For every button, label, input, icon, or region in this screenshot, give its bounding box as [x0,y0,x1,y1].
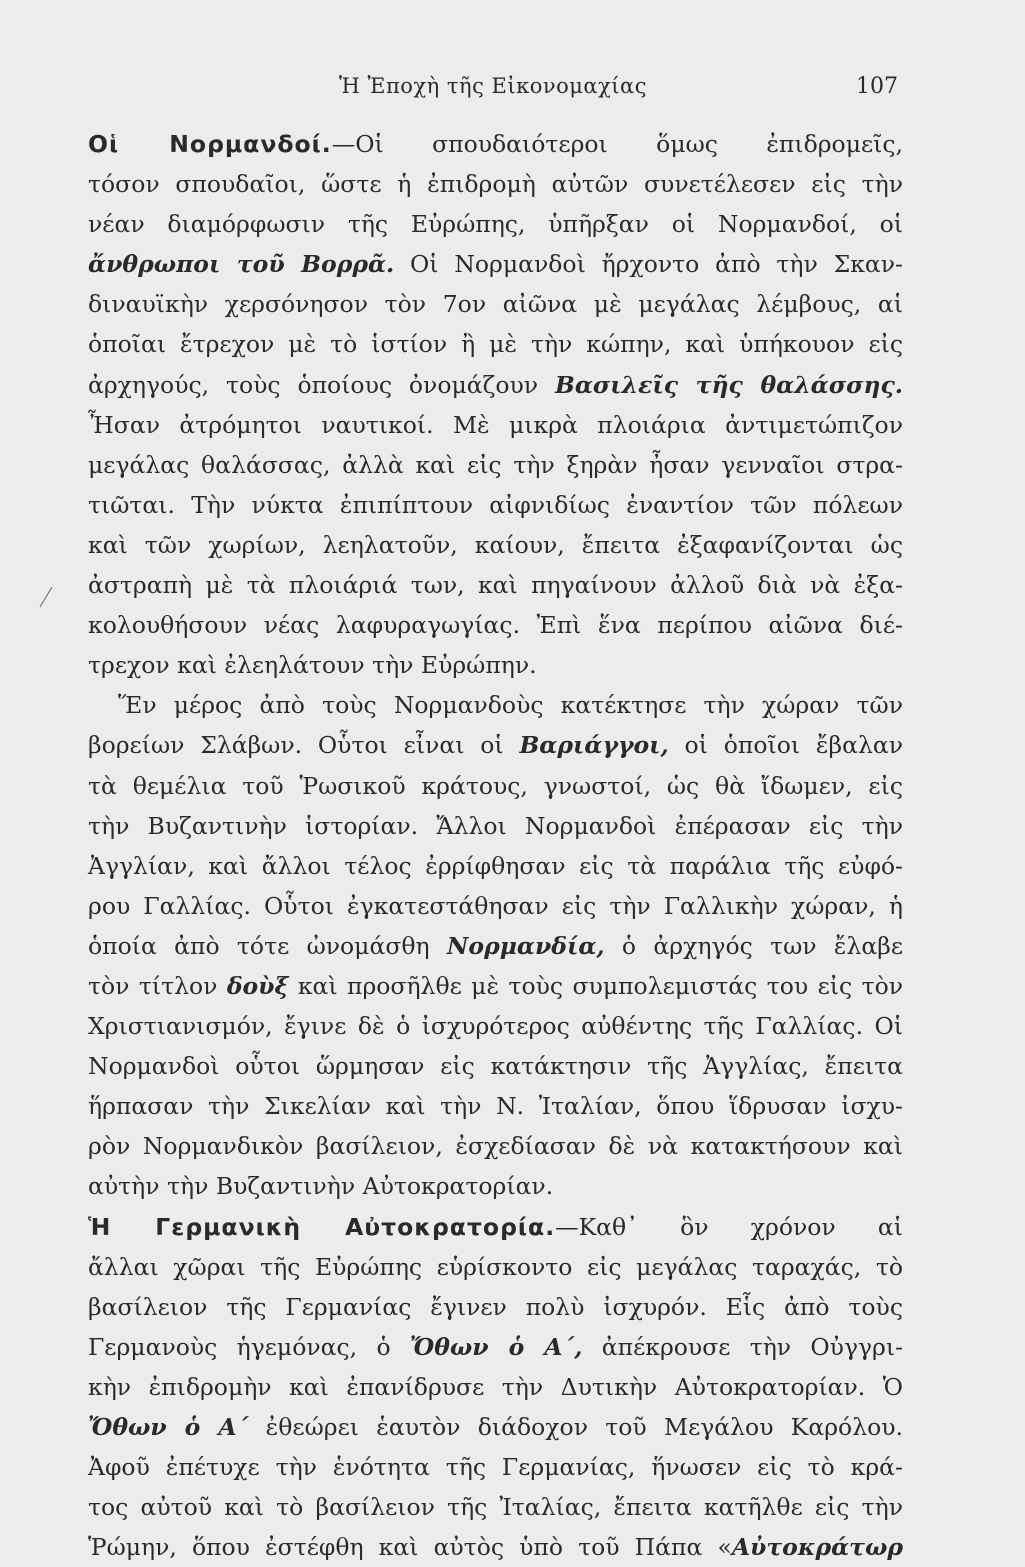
text-line: μεγάλας θαλάσσας, ἀλλὰ καὶ εἰς τὴν ξηρὰν ἦσαν γενναῖοι στρα- [88,450,903,479]
text-line: Ἕν μέρος ἀπὸ τοὺς Νορμανδοὺς κατέκτησε τὴν χώραν τῶν [118,691,903,720]
text-line: ὁποῖαι ἔτρεχον μὲ τὸ ἱστίον ἢ μὲ τὴν κώπην, καὶ ὑπήκουον εἰς [88,330,903,359]
text-line: ρου Γαλλίας. Οὗτοι ἐγκατεστάθησαν εἰς τὴν Γαλλικὴν χώραν, ἡ [88,891,903,920]
page-number: 107 [856,74,898,99]
text-line: ἥρπασαν τὴν Σικελίαν καὶ τὴν Ν. Ἰταλίαν, ὅπου ἵδρυσαν ἰσχυ- [88,1092,903,1121]
text-line [88,966,903,1006]
text-line [88,725,903,765]
text-line: καὶ τῶν χωρίων, λεηλατοῦν, καίουν, ἔπειτα ἐξαφανίζονται ὡς [88,530,903,559]
text-segment: ὁ ἀρχηγός των ἔλαβε [604,931,903,960]
emphasized-term: Νορμανδία, [446,931,605,960]
emphasized-term: Βαριάγγοι, [519,731,669,760]
emphasized-term: ἄνθρωποι τοῦ Βορρᾶ. [88,250,395,279]
text-line: κολουθήσουν νέας λαφυραγωγίας. Ἐπὶ ἕνα περίπου αἰῶνα διέ- [88,611,903,640]
emphasized-term: Ὄθων ὁ Α΄, [409,1332,583,1361]
page-header [88,70,898,106]
text-line [88,244,903,284]
text-segment: Ῥώμην, ὅπου ἐστέφθη καὶ αὐτὸς ὑπὸ τοῦ Πάπα « [88,1533,732,1562]
section-heading: Οἱ Νορμανδοί. [88,130,332,158]
text-line [88,124,903,164]
text-line: τιῶται. Τὴν νύκτα ἐπιπίπτουν αἰφνιδίως ἐναντίον τῶν πόλεων [88,490,903,519]
text-segment: ἀρχηγούς, τοὺς ὁποίους ὀνομάζουν [88,370,555,399]
emphasized-term: Βασιλεῖς τῆς θαλάσσης. [554,370,903,399]
text-line: τος αὐτοῦ καὶ τὸ βασίλειον τῆς Ἰταλίας, ἔπειτα κατῆλθε εἰς τὴν [88,1493,903,1522]
text-segment: —Οἱ σπουδαιότεροι ὅμως ἐπιδρομεῖς, [331,130,903,158]
text-line: τὰ θεμέλια τοῦ Ῥωσικοῦ κράτους, γνωστοί, ὡς θὰ ἴδωμεν, εἰς [88,771,903,800]
text-line: βασίλειον τῆς Γερμανίας ἔγινεν πολὺ ἰσχυρόν. Εἷς ἀπὸ τοὺς [88,1292,903,1321]
text-line: τρεχον καὶ ἐλεηλάτουν τὴν Εὐρώπην. [88,651,537,680]
text-segment: ἀπέκρουσε τὴν Οὐγγρι- [582,1332,904,1361]
text-line [88,1527,903,1567]
text-line [88,1327,903,1367]
text-line: τόσον σπουδαῖοι, ὥστε ἡ ἐπιδρομὴ αὐτῶν συνετέλεσεν εἰς τὴν [88,170,903,199]
text-line: κὴν ἐπιδρομὴν καὶ ἐπανίδρυσε τὴν Δυτικὴν Αὐτοκρατορίαν. Ὁ [88,1372,903,1401]
text-line: διναυϊκὴν χερσόνησον τὸν 7ον αἰῶνα μὲ μεγάλας λέμβους, αἱ [88,290,903,319]
text-line: αὐτὴν τὴν Βυζαντινὴν Αὐτοκρατορίαν. [88,1172,554,1201]
emphasized-term: Αὐτοκράτωρ [731,1533,903,1562]
text-line: Ἀφοῦ ἐπέτυχε τὴν ἑνότητα τῆς Γερμανίας, ἥνωσεν εἰς τὸ κρά- [88,1453,903,1482]
text-line [88,365,903,405]
text-line: Νορμανδοὶ οὗτοι ὥρμησαν εἰς κατάκτησιν τῆς Ἀγγλίας, ἔπειτα [88,1052,903,1081]
text-segment: Οἱ Νορμανδοὶ ἤρχοντο ἀπὸ τὴν Σκαν- [394,250,903,279]
text-segment: καὶ προσῆλθε μὲ τοὺς συμπολεμιστάς του εἰς τὸν [288,971,904,1000]
text-segment: τὸν τίτλον [88,971,227,1000]
text-line: Χριστιανισμόν, ἔγινε δὲ ὁ ἰσχυρότερος αὐθέντης τῆς Γαλλίας. Οἱ [88,1012,903,1041]
text-line: νέαν διαμόρφωσιν τῆς Εὐρώπης, ὑπῆρξαν οἱ Νορμανδοί, οἱ [88,210,903,239]
text-segment: οἱ ὁποῖοι ἔβαλαν [668,731,903,760]
text-line: ἄλλαι χῶραι τῆς Εὐρώπης εὑρίσκοντο εἰς μεγάλας ταραχάς, τὸ [88,1252,903,1281]
text-line: ἀστραπὴ μὲ τὰ πλοιάριά των, καὶ πηγαίνουν ἀλλοῦ διὰ νὰ ἐξα- [88,571,903,600]
text-segment: ὁποία ἀπὸ τότε ὠνομάσθη [88,931,447,960]
text-line [88,1207,903,1247]
running-title: Ἡ Ἐποχὴ τῆς Εἰκονομαχίας [339,74,647,98]
section-heading: Ἡ Γερμανικὴ Αὐτοκρατορία. [88,1212,556,1241]
text-segment: Γερμανοὺς ἡγεμόνας, ὁ [88,1332,410,1361]
text-line [88,926,903,966]
text-line: Ἦσαν ἀτρόμητοι ναυτικοί. Μὲ μικρὰ πλοιάρια ἀντιμετώπιζον [88,410,903,439]
emphasized-term: Ὄθων ὁ Α΄ [88,1413,249,1441]
text-line: ρὸν Νορμανδικὸν βασίλειον, ἐσχεδίασαν δὲ νὰ κατακτήσουν καὶ [88,1132,903,1161]
text-line [88,1407,903,1447]
text-line: Ἀγγλίαν, καὶ ἄλλοι τέλος ἐρρίφθησαν εἰς τὰ παράλια τῆς εὐφό- [88,851,903,880]
pencil-mark [38,585,54,609]
body-text [88,124,903,1567]
text-segment: —Καθ᾽ ὃν χρόνον αἱ [555,1212,903,1241]
text-segment: βορείων Σλάβων. Οὗτοι εἶναι οἱ [88,731,520,760]
text-line: τὴν Βυζαντινὴν ἱστορίαν. Ἄλλοι Νορμανδοὶ ἐπέρασαν εἰς τὴν [88,811,903,840]
text-segment: ἐθεώρει ἑαυτὸν διάδοχον τοῦ Μεγάλου Καρόλου. [248,1413,903,1441]
emphasized-term: δοὺξ [226,971,289,1000]
